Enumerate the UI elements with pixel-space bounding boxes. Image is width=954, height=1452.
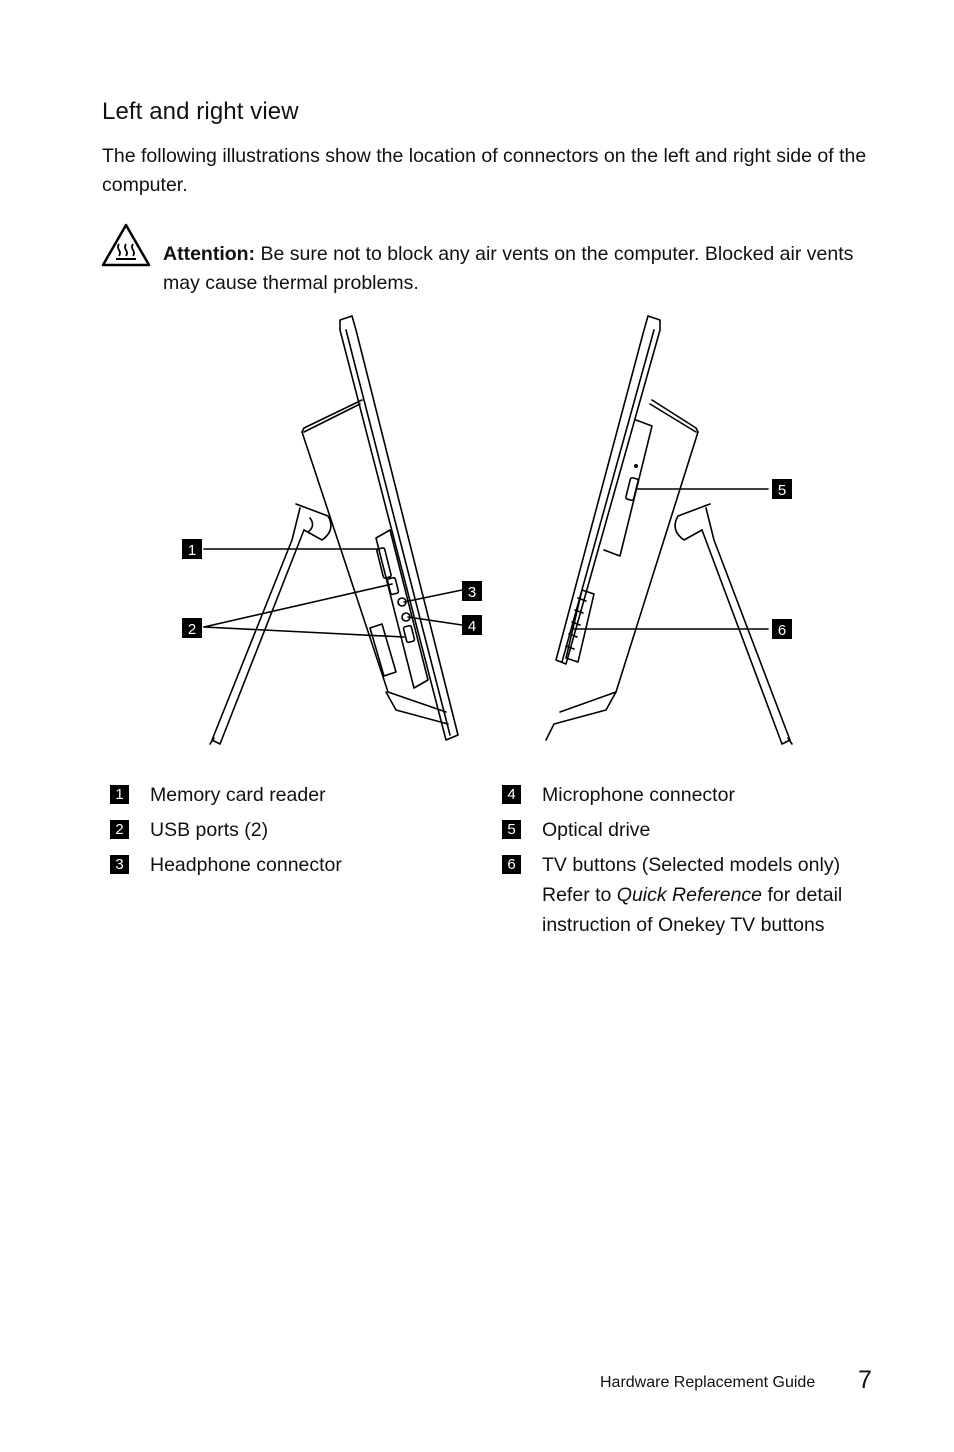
legend-label: USB ports (2) (150, 819, 269, 841)
note-prefix: Refer to (542, 884, 617, 906)
callout-badges (182, 479, 792, 639)
attention-text: Be sure not to block any air vents on the computer. Blocked air vents may cause thermal problems. (163, 243, 854, 294)
callout-1: 1 (187, 542, 197, 559)
legend-number: 1 (110, 785, 129, 804)
legend-item (502, 815, 882, 845)
legend-left (110, 780, 470, 885)
legend-item (502, 850, 882, 940)
legend-label: Optical drive (542, 819, 651, 841)
legend-label: Headphone connector (150, 854, 342, 876)
legend-item (110, 850, 470, 880)
legend-right (502, 780, 882, 945)
legend-number: 5 (502, 820, 521, 839)
attention-label: Attention: (163, 243, 256, 265)
callout-3: 3 (467, 584, 477, 601)
left-view-computer (210, 316, 458, 744)
legend-label: TV buttons (Selected models only) (542, 854, 841, 876)
page-title: Left and right view (102, 98, 299, 125)
callout-6: 6 (777, 622, 787, 639)
legend-label: Memory card reader (150, 784, 326, 806)
callout-5: 5 (777, 482, 787, 499)
legend-item (110, 815, 470, 845)
note-suffix: for detail instruction of Onekey TV buttons (542, 884, 843, 936)
legend-label: Microphone connector (542, 784, 735, 806)
legend-number: 2 (110, 820, 129, 839)
footer-guide-title: Hardware Replacement Guide (600, 1374, 816, 1391)
legend-number: 4 (502, 785, 521, 804)
side-views-illustration (150, 310, 830, 760)
page-number: 7 (858, 1366, 872, 1394)
callout-4: 4 (467, 618, 477, 635)
legend-number: 3 (110, 855, 129, 874)
legend-item (110, 780, 470, 810)
legend-note (542, 880, 882, 940)
intro-paragraph: The following illustrations show the location of connectors on the left and right side of the computer. (102, 145, 867, 196)
hot-surface-warning-icon (100, 222, 152, 268)
legend-label-with-note (542, 850, 882, 940)
quick-reference-title: Quick Reference (616, 884, 763, 906)
attention-note (163, 240, 883, 298)
right-view-computer (546, 316, 792, 744)
callout-2: 2 (187, 621, 197, 638)
legend-number: 6 (502, 855, 521, 874)
legend-item (502, 780, 882, 810)
